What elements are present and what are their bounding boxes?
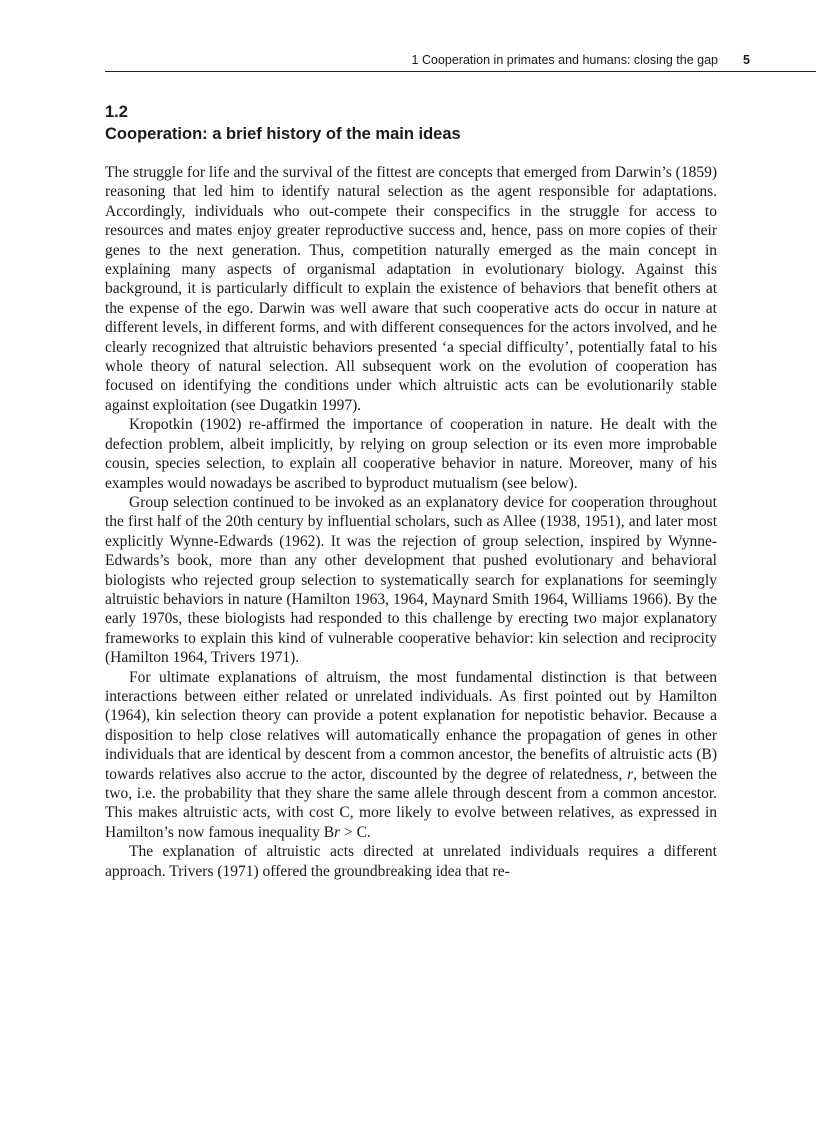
paragraph-3: Group selection continued to be invoked as an explanatory device for cooperation throughout the first half of the 20th century by influential scholars, such as Allee (1938, 1951), and later most explicitly Wynne-Edwards (1962). It was the rejection of group selection, inspired by Wynne-Edwards’s book, more than any other development that pushed evolutionary and behavioral biologists who rejected group selection to systematically search for explanations for seemingly altruistic behaviors in nature (Hamilton 1963, 1964, Maynard Smith 1964, Williams 1966). By the early 1970s, these biologists had responded to this challenge by erecting two major explanatory frameworks to explain this kind of vulnerable cooperative behavior: kin selection and reciprocity (Hamilton 1964, Trivers 1971). [105, 493, 717, 667]
relatedness-symbol-inequality: r [334, 823, 341, 841]
body-text [105, 163, 717, 881]
page-number: 5 [743, 53, 750, 67]
paragraph-5: The explanation of altruistic acts directed at unrelated individuals requires a different approach. Trivers (1971) offered the groundbreaking idea that re- [105, 843, 717, 880]
paragraph-4-part-3: > C. [340, 823, 371, 841]
section-number: 1.2 [105, 103, 128, 121]
paragraph-4 [105, 668, 717, 843]
paragraph-2: Kropotkin (1902) re-affirmed the importance of cooperation in nature. He dealt with the defection problem, albeit implicitly, by relying on group selection or its even more improbable cousin, species selection, to explain all cooperative behavior in nature. Moreover, many of his examples would nowadays be ascribed to byproduct mutualism (see below). [105, 416, 717, 492]
paragraph-4-part-1: For ultimate explanations of altruism, the most fundamental distinction is that between interactions between either related or unrelated individuals. As first pointed out by Hamilton (1964), kin selection theory can provide a potent explanation for nepotistic behavior. Because a disposition to help close relatives will automatically enhance the propagation of genes in other individuals that are identical by descent from a common ancestor, the benefits of altruistic acts (B) towards relatives also accrue to the actor, discounted by the degree of relatedness, [105, 668, 717, 783]
paragraph-4-part-2: , between the two, i.e. the probability that they share the same allele through descent from a common ancestor. This makes altruistic acts, with cost C, more likely to evolve between relatives, as expressed in Hamilton’s now famous inequality B [105, 765, 717, 841]
paragraph-1: The struggle for life and the survival of the fittest are concepts that emerged from Darwin’s (1859) reasoning that led him to identify natural selection as the agent responsible for adaptations. Accordingly, individuals who out-compete their conspecifics in the struggle for access to resources and mates enjoy greater reproductive success and, hence, pass on more copies of their genes to the next generation. Thus, competition naturally emerged as the main concept in explaining many aspects of organismal adaptation in evolutionary biology. Against this background, it is particularly difficult to explain the existence of behaviors that benefit others at the expense of the ego. Darwin was well aware that such cooperative acts do occur in nature at different levels, in different forms, and with different consequences for the actors involved, and he clearly recognized that altruistic behaviors presented ‘a special difficulty’, potentially fatal to his whole theory of natural selection. All subsequent work on the evolution of cooperation has focused on identifying the conditions under which altruistic acts can be evolutionarily stable against exploitation (see Dugatkin 1997). [105, 164, 717, 414]
header-rule [105, 71, 816, 72]
section-title: Cooperation: a brief history of the main ideas [105, 125, 461, 143]
running-title: 1 Cooperation in primates and humans: closing the gap [411, 53, 718, 67]
running-header [105, 53, 816, 73]
relatedness-symbol: r [627, 765, 634, 783]
